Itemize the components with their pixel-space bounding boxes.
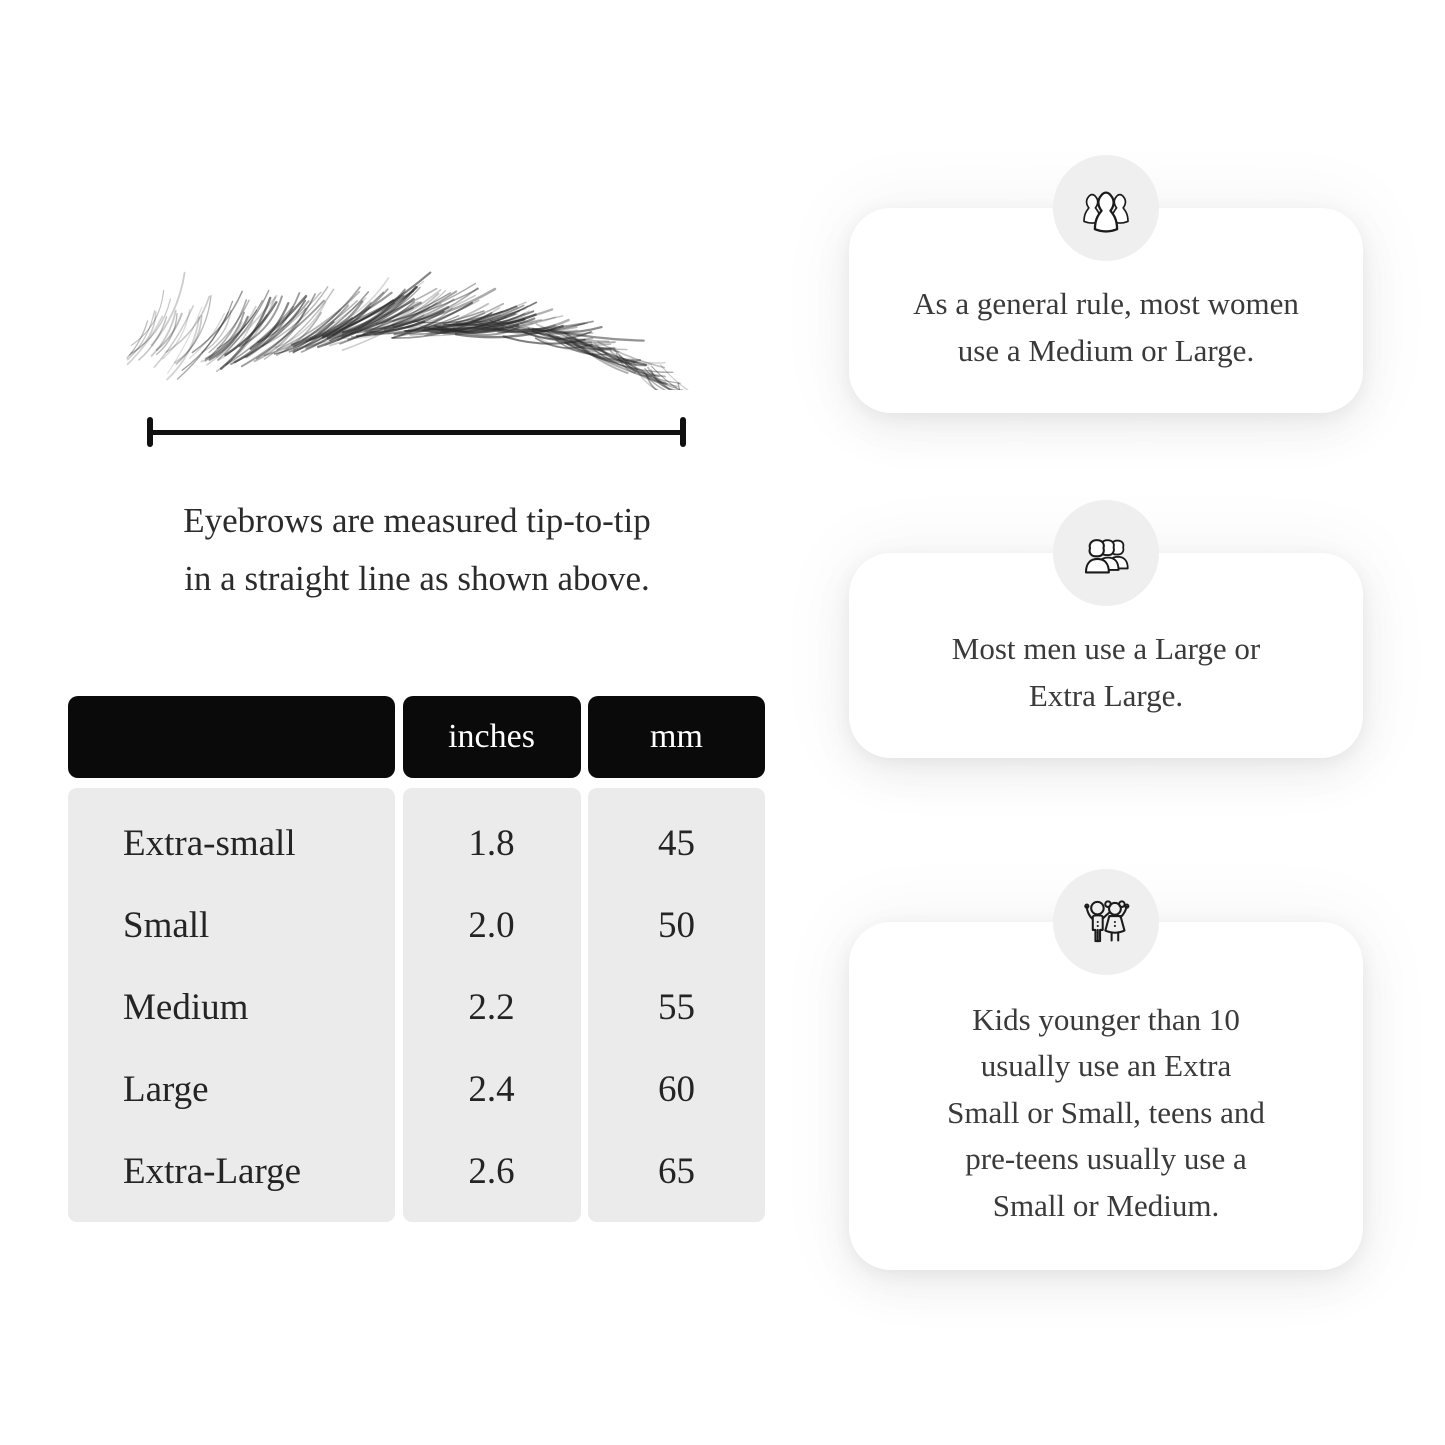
table-cell-inches: 2.0 — [468, 904, 515, 946]
measurement-line-bar — [153, 430, 680, 435]
card-text — [952, 626, 1261, 719]
children-icon — [1053, 869, 1159, 975]
info-card-kids — [849, 922, 1363, 1270]
table-cell-size: Extra-Large — [123, 1150, 302, 1192]
table-cell-size: Small — [123, 904, 210, 946]
table-cell-mm: 45 — [658, 822, 695, 864]
card-text-line: Small or Medium. — [992, 1187, 1220, 1223]
table-cell-inches: 2.2 — [468, 986, 515, 1028]
card-text — [947, 997, 1265, 1230]
card-text-line: Extra Large. — [1028, 677, 1184, 713]
info-card-men — [849, 553, 1363, 758]
card-text — [913, 281, 1299, 374]
mm-column — [588, 788, 765, 1222]
table-cell-size: Extra-small — [123, 822, 296, 864]
table-cell-mm: 60 — [658, 1068, 695, 1110]
card-text-line: usually use an Extra — [980, 1048, 1232, 1084]
header-cell-inches: inches — [403, 696, 581, 778]
header-cell-mm: mm — [588, 696, 765, 778]
table-cell-mm: 50 — [658, 904, 695, 946]
measurement-caption — [107, 492, 727, 608]
table-cell-inches: 2.4 — [468, 1068, 515, 1110]
table-cell-size: Medium — [123, 986, 249, 1028]
measurement-line-right-cap — [680, 417, 686, 447]
size-table — [68, 696, 765, 1222]
men-group-icon — [1053, 500, 1159, 606]
card-text-line: Most men use a Large or — [951, 631, 1261, 666]
card-text-line: As a general rule, most women — [913, 286, 1299, 321]
caption-line: Eyebrows are measured tip-to-tip — [183, 501, 651, 540]
card-text-line: pre-teens usually use a — [965, 1141, 1247, 1177]
card-text-line: Kids younger than 10 — [972, 1001, 1240, 1037]
size-column — [68, 788, 395, 1222]
card-text-line: Small or Small, teens and — [947, 1094, 1265, 1130]
size-table-body — [68, 788, 765, 1222]
table-cell-mm: 65 — [658, 1150, 695, 1192]
caption-line: in a straight line as shown above. — [184, 559, 650, 598]
card-text-line: use a Medium or Large. — [957, 332, 1255, 368]
eyebrow-illustration — [115, 240, 695, 390]
inches-column — [403, 788, 581, 1222]
table-cell-mm: 55 — [658, 986, 695, 1028]
table-cell-size: Large — [123, 1068, 209, 1110]
info-card-women — [849, 208, 1363, 413]
table-cell-inches: 1.8 — [468, 822, 515, 864]
size-table-header-row — [68, 696, 765, 778]
header-cell-size — [68, 696, 395, 778]
table-cell-inches: 2.6 — [468, 1150, 515, 1192]
women-group-icon — [1053, 155, 1159, 261]
measurement-line — [147, 417, 686, 447]
